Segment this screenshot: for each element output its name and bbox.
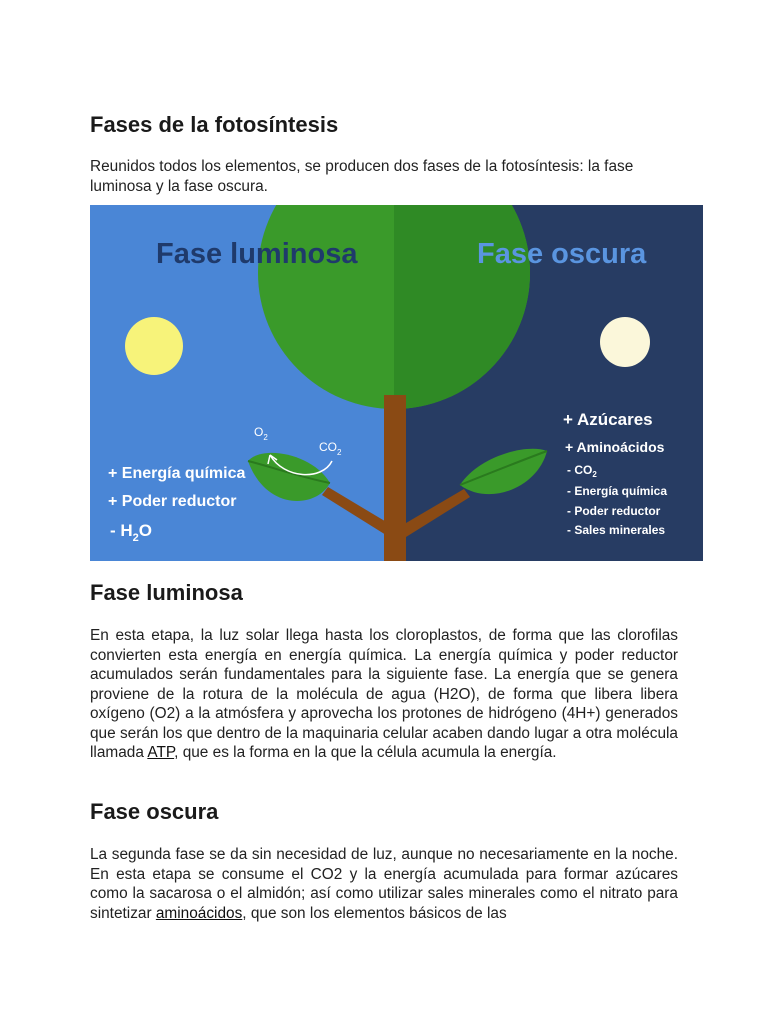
co2-label: $CO_2$ (319, 440, 342, 457)
atp-link[interactable]: ATP (147, 744, 175, 761)
photosynthesis-illustration (90, 205, 703, 561)
left-list-item: + Poder reductor (108, 493, 237, 510)
fase-oscura-paragraph (90, 845, 678, 923)
paragraph-text: En esta etapa, la luz solar llega hasta los cloroplastos, de forma que las clorofilas convierten esta energía en energía química. La energía química y poder reductor acumulados serán fundamentales para la siguiente fase. La energía que se genera proviene de la rotura de la molécula de agua (H2O), de forma que libera libera oxígeno (O2) a la atmósfera y aprovecha los protones de hidrógeno (4H+) generados que serán los que dentro de la maquinaria celular acaben dando lugar a otra molécula llamada (90, 627, 678, 761)
paragraph-text: La segunda fase se da sin necesidad de luz, aunque no necesariamente en la noche. En esta etapa se consume el CO2 y la energía acumulada para formar azúcares como la sacarosa o el almidón; así como utilizar sales minerales como el nitrato para sintetizar (90, 846, 678, 922)
right-list-major: + Aminoácidos (565, 439, 665, 455)
sun-icon (125, 317, 183, 375)
o2-label: $O_2$ (254, 425, 268, 442)
right-list-minor: - Sales minerales (567, 523, 666, 537)
aminoacidos-link[interactable]: aminoácidos (155, 904, 243, 922)
fase-luminosa-paragraph (90, 626, 678, 763)
photosynthesis-figure (90, 205, 703, 561)
fase-luminosa-label: Fase luminosa (156, 238, 358, 270)
section-heading-fase-luminosa: Fase luminosa (90, 580, 243, 605)
paragraph-text: , que son los elementos básicos de las (242, 904, 507, 922)
moon-icon (600, 317, 650, 367)
section-heading-fase-oscura: Fase oscura (90, 799, 219, 824)
left-list-item: + Energía química (108, 465, 246, 482)
page-title: Fases de la fotosíntesis (90, 112, 339, 137)
right-list-minor: - Poder reductor (567, 504, 661, 518)
right-list-co2: - $CO_2$ (567, 463, 597, 479)
right-list-major: + Azúcares (563, 410, 653, 429)
paragraph-text: , que es la forma en la que la célula acumula la energía. (174, 744, 557, 761)
intro-paragraph: Reunidos todos los elementos, se producen dos fases de la fotosíntesis: la fase luminosa y la fase oscura. (90, 158, 634, 195)
right-list-minor: - Energía química (567, 484, 668, 498)
left-list-water: - $H_2O$ (110, 521, 153, 544)
tree-trunk (384, 395, 406, 561)
fase-oscura-label: Fase oscura (477, 238, 647, 270)
